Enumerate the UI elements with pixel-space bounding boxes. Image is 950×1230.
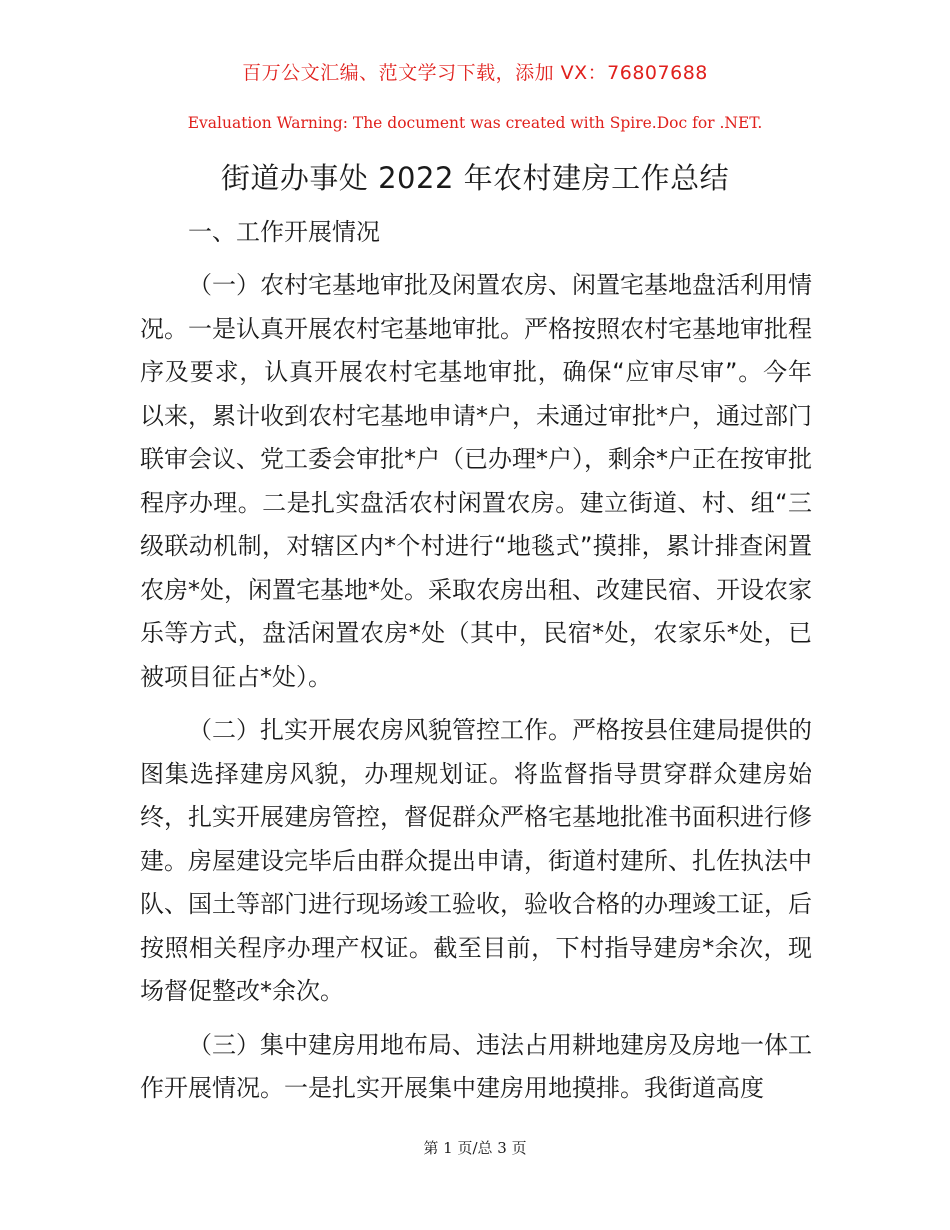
header-banner: 百万公文汇编、范文学习下载，添加 VX：76807688 bbox=[242, 62, 708, 84]
section-heading: 一、工作开展情况 bbox=[188, 218, 380, 246]
document-body bbox=[140, 210, 812, 1121]
evaluation-warning: Evaluation Warning: The document was created with Spire.Doc for .NET. bbox=[187, 114, 763, 132]
paragraph-1: （一）农村宅基地审批及闲置农房、闲置宅基地盘活利用情况。一是认真开展农村宅基地审批。严格按照农村宅基地审批程序及要求，认真开展农村宅基地审批，确保“应审尽审”。今年以来，累计收到农村宅基地申请*户，未通过审批*户，通过部门联审会议、党工委会审批*户（已办理*户），剩余*户正在按审批程序办理。二是扎实盘活农村闲置农房。建立街道、村、组“三级联动机制，对辖区内*个村进行“地毯式”摸排，累计排查闲置农房*处，闲置宅基地*处。采取农房出租、改建民宿、开设农家乐等方式，盘活闲置农房*处（其中，民宿*处，农家乐*处，已被项目征占*处）。 bbox=[140, 271, 812, 691]
paragraph-3: （三）集中建房用地布局、违法占用耕地建房及房地一体工作开展情况。一是扎实开展集中建房用地摸排。我街道高度 bbox=[140, 1030, 812, 1102]
paragraph-2: （二）扎实开展农房风貌管控工作。严格按县住建局提供的图集选择建房风貌，办理规划证。将监督指导贯穿群众建房始终，扎实开展建房管控，督促群众严格宅基地批准书面积进行修建。房屋建设完毕后由群众提出申请，街道村建所、扎佐执法中队、国土等部门进行现场竣工验收，验收合格的办理竣工证，后按照相关程序办理产权证。截至目前，下村指导建房*余次，现场督促整改*余次。 bbox=[140, 716, 812, 1005]
page-indicator: 第 1 页/总 3 页 bbox=[423, 1139, 527, 1157]
document-title: 街道办事处 2022 年农村建房工作总结 bbox=[220, 161, 730, 195]
